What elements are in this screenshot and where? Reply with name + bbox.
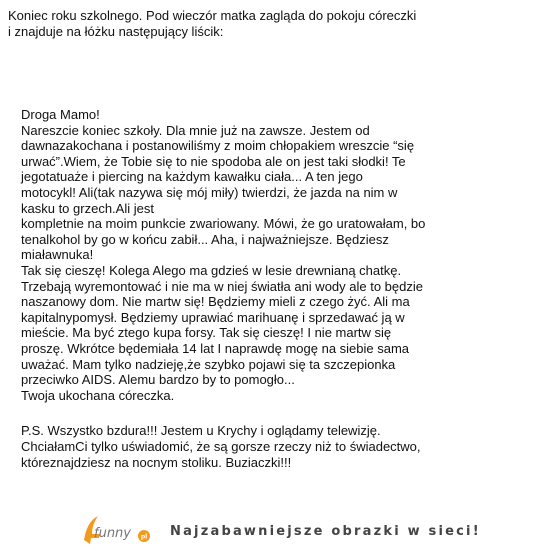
- letter-line: kompletnie na moim punkcie zwariowany. Mówi, że go uratowałam, bo: [21, 216, 426, 232]
- funny-logo-graphic: [80, 510, 155, 550]
- letter-line: jegotatuaże i piercing na każdym kawałku ciała... A ten jego: [21, 169, 363, 185]
- letter-line: tenalkohol by go w końcu zabił... Aha, i najważniejsze. Będziesz: [21, 231, 389, 247]
- ps-line: ChciałamCi tylko uświadomić, że są gorsze rzeczy niż to świadectwo,: [21, 439, 421, 454]
- letter-body: [21, 107, 425, 403]
- letter-line: motocykl! Ali(tak nazywa się mój miły) twierdzi, że jazda na nim w: [21, 184, 398, 200]
- letter-line: Trzebają wyremontować i nie ma w niej światła ani wody ale to będzie: [21, 278, 423, 294]
- intro-line: Koniec roku szkolnego. Pod wieczór matka zagląda do pokoju córeczki: [8, 8, 417, 23]
- letter-line: kapitalnypomysł. Będziemy uprawiać marihuanę i sprzedawać ją w: [21, 309, 405, 325]
- letter-line: dawnazakochana i postanowiliśmy z moim chłopakiem wreszcie “się: [21, 138, 415, 154]
- letter-line: mieście. Ma być ztego kupa forsy. Tak się cieszę! I nie martw się: [21, 325, 392, 341]
- ps-line: P.S. Wszystko bzdura!!! Jestem u Krychy i oglądamy telewizję.: [21, 423, 381, 438]
- tagline: Najzabawniejsze obrazki w sieci!: [170, 524, 481, 539]
- letter-line: naszanowy dom. Nie martw się! Będziemy mieli z czego żyć. Ali ma: [21, 294, 410, 310]
- postscript: [21, 423, 421, 471]
- letter-line: urwać”.Wiem, że Tobie się to nie spodoba ale on jest taki słodki! Te: [21, 153, 406, 169]
- letter-line: uważać. Mam tylko nadzieję,że szybko pojawi się ta szczepionka: [21, 356, 396, 372]
- letter-line: przeciwko AIDS. Alemu bardzo by to pomogło...: [21, 372, 295, 388]
- logo-text: funny: [94, 526, 131, 541]
- funny-logo[interactable]: [80, 510, 155, 550]
- letter-line: Droga Mamo!: [21, 107, 100, 122]
- letter-line: proszę. Wkrótce będemiała 14 lat I naprawdę mogę na siebie sama: [21, 340, 410, 356]
- ps-line: któreznajdziesz na nocnym stoliku. Buziaczki!!!: [21, 455, 292, 470]
- letter-line: kasku to grzech.Ali jest: [21, 200, 154, 216]
- letter-line: Nareszcie koniec szkoły. Dla mnie już na zawsze. Jestem od: [21, 122, 370, 138]
- logo-badge-text: pl: [140, 533, 148, 541]
- letter-line: Twoja ukochana córeczka.: [21, 387, 175, 403]
- letter-line: Tak się cieszę! Kolega Alego ma gdzieś w lesie drewnianą chatkę.: [21, 262, 402, 278]
- letter-line: miaławnuka!: [21, 247, 94, 263]
- intro-line: i znajduje na łóżku następujący liścik:: [8, 24, 224, 39]
- footer: [80, 510, 540, 550]
- intro-text: [8, 8, 416, 40]
